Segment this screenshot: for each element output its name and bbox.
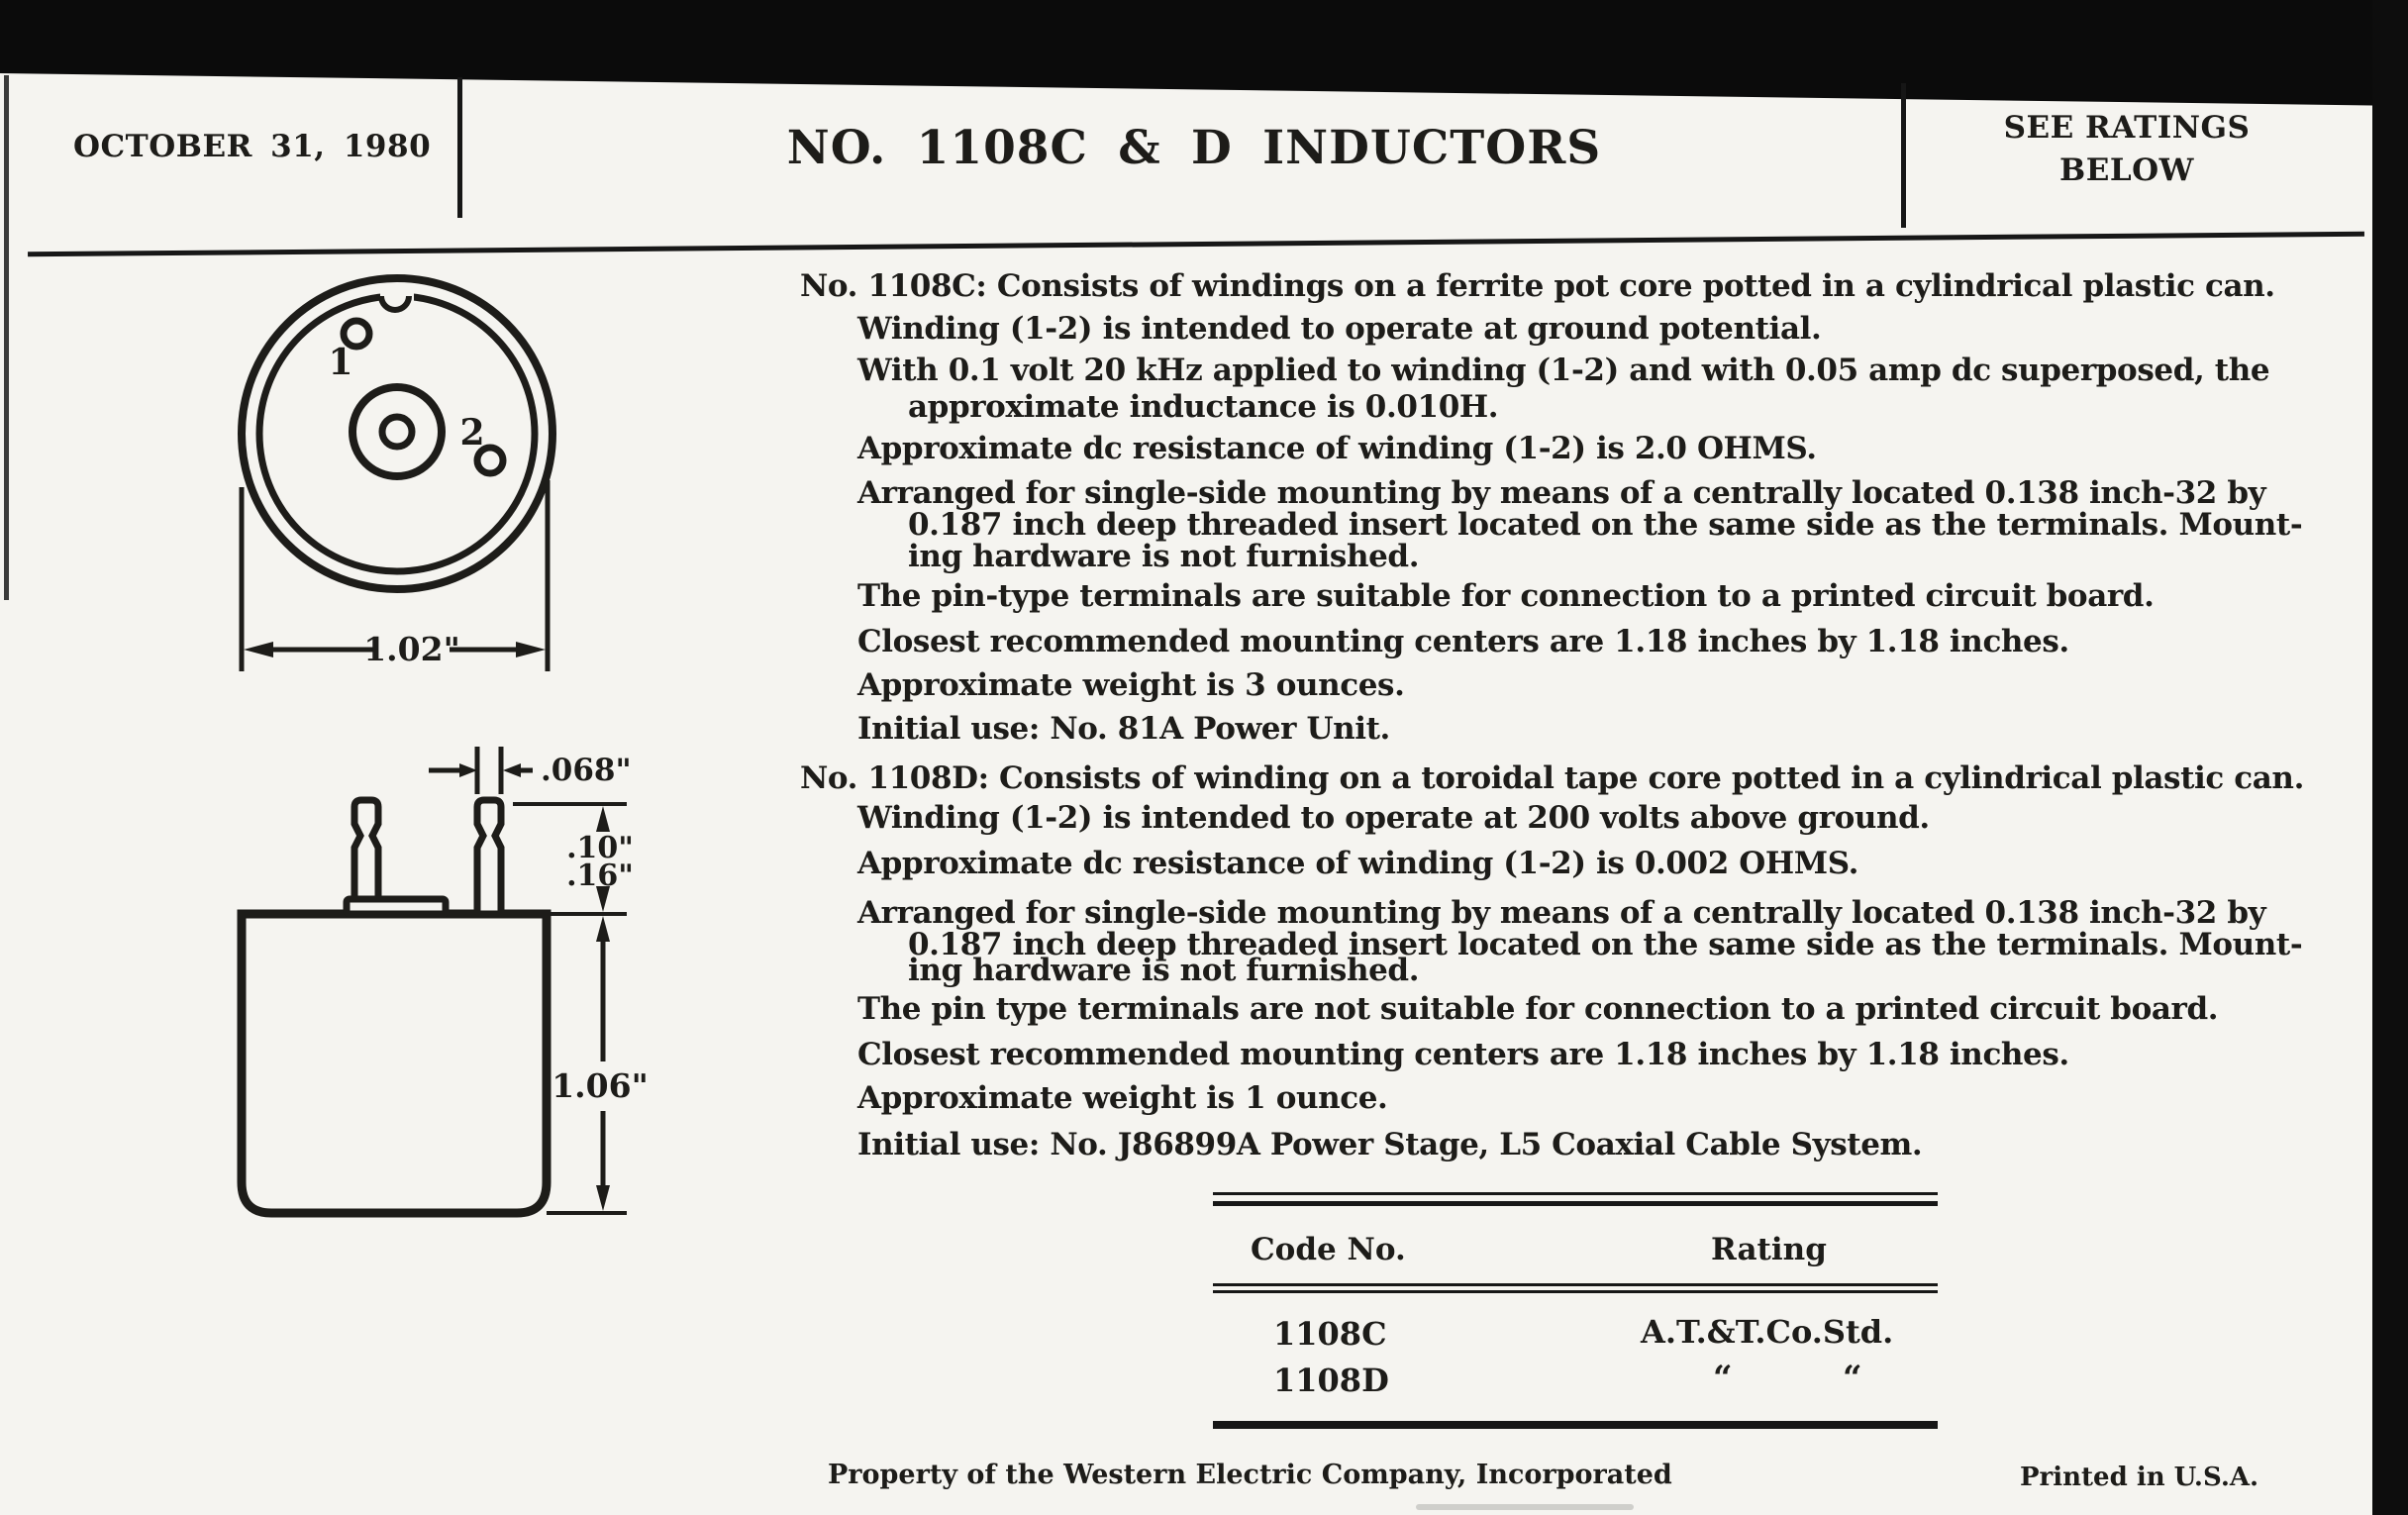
spec-line: Approximate weight is 3 ounces. <box>857 667 1405 703</box>
spec-line: 0.187 inch deep threaded insert located on the same side as the terminals. Mount- <box>908 507 2303 543</box>
can-height-arrow-up <box>596 916 610 942</box>
spec-line: No. 1108D: Consists of winding on a toroidal tape core potted in a cylindrical plastic can. <box>800 760 2304 796</box>
spec-line: Winding (1-2) is intended to operate at ground potential. <box>857 311 1822 347</box>
spec-line: Arranged for single-side mounting by means of a centrally located 0.138 inch-32 by <box>857 475 2266 511</box>
footer-property-notice: Property of the Western Electric Company, Incorporated <box>828 1460 1672 1490</box>
pin-height-arrow-up <box>596 806 610 832</box>
spec-line: approximate inductance is 0.010H. <box>908 389 1499 425</box>
terminal-2-label: 2 <box>459 412 485 454</box>
table-rule-top-thick <box>1213 1201 1938 1206</box>
header-divider-right <box>1901 83 1906 228</box>
can-rim-circle <box>259 296 535 571</box>
scan-top-black-bar <box>0 0 2408 109</box>
spec-line: Initial use: No. J86899A Power Stage, L5 Coaxial Cable System. <box>857 1127 1923 1162</box>
spec-line: ing hardware is not furnished. <box>908 953 1420 988</box>
table-rule-bottom <box>1213 1421 1938 1429</box>
center-boss-circle <box>352 387 442 476</box>
ratings-note-line2: BELOW <box>2059 152 2194 188</box>
can-height-dim-label: 1.06" <box>552 1066 649 1105</box>
diameter-dim-label: 1.02" <box>363 630 460 668</box>
center-hole <box>382 417 412 447</box>
pin-width-arrow-left <box>459 763 477 777</box>
ratings-note-line1: SEE RATINGS <box>2003 110 2251 146</box>
table-header-rating: Rating <box>1711 1232 1827 1267</box>
footer-printed-in-usa: Printed in U.S.A. <box>2020 1463 2259 1492</box>
table-cell-code-1108d: 1108D <box>1273 1362 1389 1399</box>
table-cell-rating-1108c: A.T.&T.Co.Std. <box>1641 1313 1894 1351</box>
spec-line: The pin type terminals are not suitable for connection to a printed circuit board. <box>857 991 2219 1027</box>
spec-line: Arranged for single-side mounting by means of a centrally located 0.138 inch-32 by <box>857 895 2266 931</box>
pin-left <box>354 800 378 899</box>
scan-left-edge-line <box>4 75 9 600</box>
spec-line: Closest recommended mounting centers are 1.18 inches by 1.18 inches. <box>857 624 2069 659</box>
header-rule <box>28 232 2364 257</box>
pin-right <box>477 800 501 914</box>
spec-line: Initial use: No. 81A Power Unit. <box>857 711 1390 747</box>
spec-line: No. 1108C: Consists of windings on a ferrite pot core potted in a cylindrical plastic can. <box>800 268 2275 304</box>
pin-width-arrow-right <box>503 763 521 777</box>
scan-right-black-strip <box>2372 0 2408 1515</box>
spec-line: Approximate dc resistance of winding (1-2) is 2.0 OHMS. <box>857 431 1817 466</box>
page-title: NO. 1108C & D INDUCTORS <box>786 121 1602 175</box>
header-divider-left <box>457 77 462 218</box>
spec-line: With 0.1 volt 20 kHz applied to winding (1-2) and with 0.05 amp dc superposed, the <box>857 353 2270 388</box>
spec-line: 0.187 inch deep threaded insert located on the same side as the terminals. Mount- <box>908 927 2303 962</box>
can-height-arrow-down <box>596 1185 610 1211</box>
spec-line: ing hardware is not furnished. <box>908 539 1420 574</box>
inductor-side-view-drawing <box>226 735 696 1279</box>
scan-bottom-smudge <box>1416 1504 1634 1510</box>
inductor-top-view-drawing <box>226 263 574 683</box>
spec-line: Approximate weight is 1 ounce. <box>857 1080 1388 1116</box>
spec-line: Winding (1-2) is intended to operate at 200 volts above ground. <box>857 800 1930 836</box>
spec-line: Closest recommended mounting centers are 1.18 inches by 1.18 inches. <box>857 1037 2069 1072</box>
table-cell-code-1108c: 1108C <box>1273 1315 1387 1353</box>
spec-line: The pin-type terminals are suitable for connection to a printed circuit board. <box>857 578 2155 614</box>
table-header-code: Code No. <box>1251 1232 1406 1267</box>
table-rule-mid-2 <box>1213 1290 1938 1293</box>
table-rule-top-thin <box>1213 1192 1938 1195</box>
pin-height-dim-lower-label: .16" <box>566 858 634 893</box>
table-cell-rating-ditto-right: “ <box>1843 1359 1862 1398</box>
terminal-1-label: 1 <box>328 342 353 383</box>
document-date: OCTOBER 31, 1980 <box>73 129 432 164</box>
table-cell-rating-ditto-left: “ <box>1713 1359 1733 1398</box>
can-body <box>242 914 547 1213</box>
dim-arrow-right <box>516 642 546 657</box>
pin-width-dim-label: .068" <box>541 753 632 788</box>
can-outer-circle <box>242 278 552 589</box>
table-rule-mid-1 <box>1213 1283 1938 1286</box>
pin-height-dim-upper-label: .10" <box>566 831 634 865</box>
dim-arrow-left <box>244 642 273 657</box>
spec-line: Approximate dc resistance of winding (1-2) is 0.002 OHMS. <box>857 846 1858 881</box>
